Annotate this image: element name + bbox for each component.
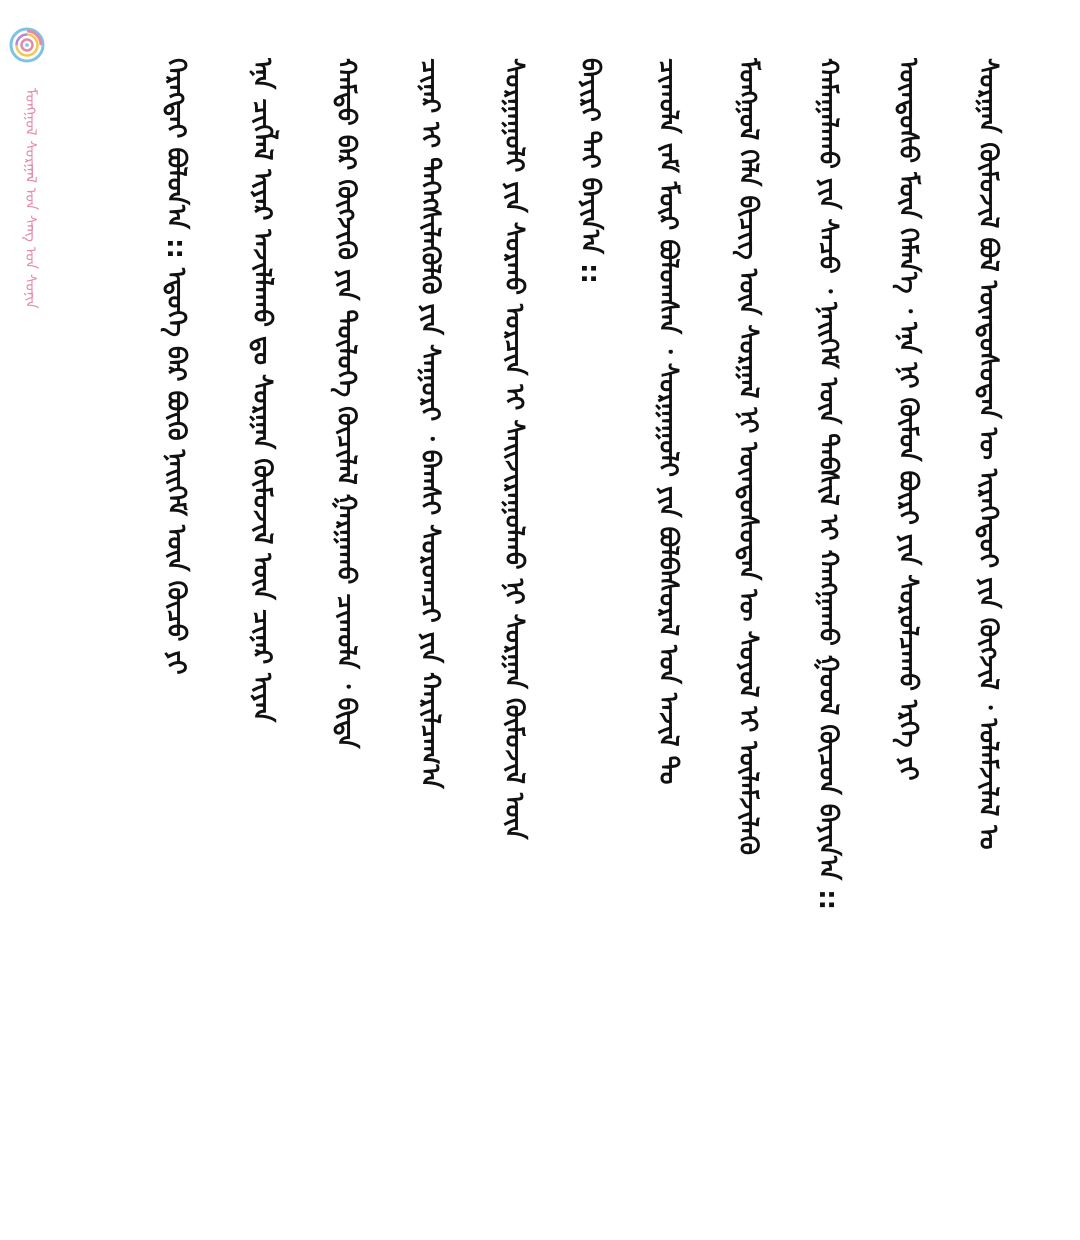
text-column-10: ᠡᠨᠡ ᠴᠢᠭᠯᠡᠯ ᠢᠶᠡᠷ ᠠᠵᠢᠯᠯᠠᠬᠤ ᠳᠤ ᠰᠤᠷᠭᠠᠨ ᠬᠦᠮᠦᠵᠢᠯ ᠦᠨ ᠴᠢᠨᠠᠷ ᠢᠶᠠᠨ bbox=[247, 58, 277, 723]
text-column-9: ᠬᠠᠮᠲᠤ ᠪᠡᠷ ᠬᠥᠭᠵᠢᠬᠦ ᠶᠢᠨ ᠲᠥᠯᠥᠭᠡ ᠬᠦᠴᠢᠯᠡᠯ ᠭᠠᠷᠭᠠᠬᠤ ᠴᠢᠬᠤᠯᠠ ᠂ ᠪᠢᠳᠡ bbox=[331, 58, 361, 749]
spiral-logo-icon bbox=[8, 26, 46, 64]
text-column-5: ᠴᠢᠬᠤᠯᠠ ᠵᠠᠮ ᠮᠥᠷ ᠪᠣᠯᠤᠭᠰᠠᠨ ᠂ ᠰᠤᠷᠭᠠᠭᠤᠯᠢ ᠶᠢᠨ ᠪᠣᠯᠪᠠᠰᠤᠷᠠᠯ ᠤᠨ ᠠᠵᠢᠯ ᠲᠤ bbox=[653, 58, 683, 785]
text-column-3: ᠬᠠᠮᠠᠭᠠᠯᠠᠬᠤ ᠶᠢᠨ ᠰᠠᠴᠤ ᠂ ᠨᠡᠢᠭᠡᠮ ᠦᠨ ᠳᠡᠪᠰᠢᠯ ᠢ ᠬᠠᠩᠭᠠᠬᠤ ᠭᠣᠣᠯ ᠬᠦᠴᠦᠨ ᠪᠠᠶᠢᠨ᠎ᠠ :: bbox=[813, 58, 843, 911]
text-column-7: ᠰᠤᠷᠭᠠᠭᠤᠯᠢ ᠶᠢᠨ ᠰᠤᠷᠬᠤ ᠤᠷᠴᠢᠨ ᠢ ᠰᠠᠢᠵᠢᠷᠠᠭᠤᠯᠬᠤ ᠨᠢ ᠰᠤᠷᠭᠠᠨ ᠬᠦᠮᠦᠵᠢᠯ ᠦᠨ bbox=[499, 58, 529, 840]
watermark-text: ᠮᠣᠩᠭᠣᠯ ᠰᠤᠷᠭᠠᠯ ᠤᠨ ᠰᠠᠩ ᠤᠨ ᠰᠣᠨᠢᠨ bbox=[22, 88, 40, 309]
text-column-11: ᠬᠡᠷᠡᠭᠲᠡᠢ ᠪᠣᠯᠤᠨ᠎ᠠ :: ᠡᠳᠦᠭᠡ ᠪᠡᠷ ᠪᠦᠬᠦ ᠨᠡᠢᠭᠡᠮ ᠦᠨ ᠬᠦᠴᠦ ᠶᠢ bbox=[161, 58, 191, 675]
text-column-4: ᠮᠣᠩᠭᠣᠯ ᠬᠡᠯᠡ ᠪᠢᠴᠢᠭ ᠦᠨ ᠰᠤᠷᠭᠠᠯ ᠨᠢ ᠦᠨᠳᠦᠰᠦᠲᠡᠨ ᠦ ᠰᠣᠶᠣᠯ ᠢ ᠦᠯᠡᠮᠵᠢᠯᠡᠬᠦ bbox=[733, 58, 763, 856]
text-column-8: ᠴᠢᠨᠠᠷ ᠢ ᠳᠡᠭᠡᠭᠰᠢᠯᠡᠭᠦᠯᠬᠦ ᠶᠢᠨ ᠰᠠᠭᠤᠷᠢ ᠂ ᠪᠠᠭᠰᠢ ᠰᠤᠷᠤᠭᠴᠢ ᠶᠢᠨ ᠬᠠᠷᠢᠯᠴᠠᠭ᠎ᠠ bbox=[415, 58, 445, 789]
text-column-2: ᠦᠨᠳᠦᠰᠦ ᠮᠥᠨ ᠬᠡᠮᠡᠨ᠎ᠡ ᠂ ᠡᠨᠡ ᠨᠢ ᠬᠦᠮᠦᠨ ᠪᠦᠷᠢ ᠶᠢᠨ ᠰᠤᠷᠤᠯᠴᠠᠬᠤ ᠡᠷᠬᠡ ᠶᠢ bbox=[893, 58, 923, 781]
text-column-1: ᠰᠤᠷᠭᠠᠨ ᠬᠦᠮᠦᠵᠢᠯ ᠪᠣᠯ ᠦᠨᠳᠦᠰᠦᠲᠡᠨ ᠦ ᠢᠷᠡᠭᠡᠳᠦᠢ ᠶᠢᠨ ᠬᠥᠭᠵᠢᠯ ᠂ ᠤᠯᠠᠮᠵᠢᠯᠠᠯ ᠤ bbox=[973, 58, 1003, 850]
text-column-6: ᠪᠠᠶᠢᠷᠢ ᠲᠠᠢ ᠪᠠᠶᠢᠨ᠎ᠠ :: bbox=[575, 58, 605, 284]
